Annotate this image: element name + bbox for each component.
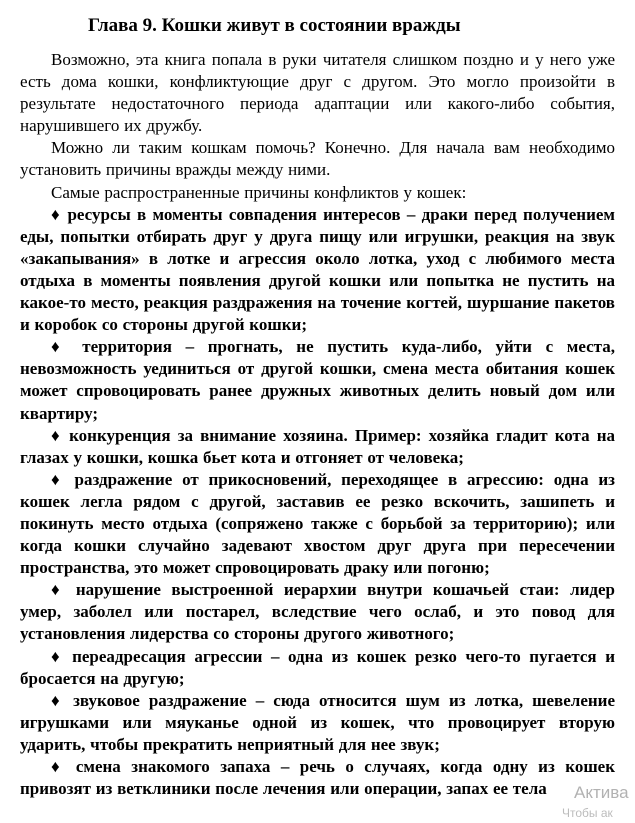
chapter-title: Глава 9. Кошки живут в состоянии вражды (88, 15, 461, 36)
bullet-item (20, 690, 615, 756)
bullet-item (20, 469, 615, 579)
bullet-text: нарушение выстроенной иерархии внутри кошачьей стаи: лидер умер, заболел или постарел, вследствие чего ослаб, и это повод для установления лидерства со стороны другого животного; (20, 580, 616, 644)
bullet-text: конкуренция за внимание хозяина. Пример: хозяйка гладит кота на глазах у кошки, кошка бьет кота и отгоняет от человека; (20, 425, 615, 467)
windows-activation-watermark-line1: Актива (574, 783, 629, 802)
diamond-bullet-icon: ♦ (51, 646, 64, 666)
intro-paragraph: Возможно, эта книга попала в руки читателя слишком поздно и у него уже есть дома кошки, конфликтующие друг с другом. Это могло произойти в результате недостаточного периода адаптации или какого-либо события, нарушившего их дружбу. (20, 50, 615, 136)
diamond-bullet-icon: ♦ (51, 757, 66, 776)
intro-paragraph: Самые распространенные причины конфликтов у кошек: (51, 182, 467, 202)
diamond-bullet-icon: ♦ (51, 690, 64, 710)
diamond-bullet-icon: ♦ (51, 425, 63, 445)
bullet-text: переадресация агрессии – одна из кошек резко чего-то пугается и бросается на другую; (20, 646, 615, 688)
bullet-item (20, 204, 615, 337)
bullet-item (20, 646, 615, 690)
diamond-bullet-icon: ♦ (51, 469, 65, 489)
bullet-item (20, 336, 615, 424)
diamond-bullet-icon: ♦ (51, 580, 66, 600)
bullet-text: ресурсы в моменты совпадения интересов – драки перед получением еды, попытки отбирать друг у друга пищу или игрушки, реакция на звук «закапывания» в лотке и агрессия около лотка, уход с любимого места отдыха в моменты появления другой кошки или попытка не пустить на какое-то место, реакция раздражения на точение когтей, шуршание пакетов и коробок со стороны другой кошки; (20, 204, 615, 335)
diamond-bullet-icon: ♦ (51, 204, 62, 224)
bullet-item (20, 579, 615, 645)
intro-paragraph: Можно ли таким кошкам помочь? Конечно. Для начала вам необходимо установить причины вражды между ними. (20, 138, 615, 180)
windows-activation-watermark-line2: Чтобы ак (562, 806, 613, 820)
bullet-item (20, 425, 615, 469)
diamond-bullet-icon: ♦ (51, 337, 69, 357)
bullet-text: смена знакомого запаха – речь о случаях, когда одну из кошек привозят из ветклиники после лечения или операции, запах ее тела (20, 757, 616, 799)
bullet-item (20, 756, 615, 800)
bullet-text: звуковое раздражение – сюда относится шум из лотка, шевеление игрушками или мяуканье одной из кошек, что провоцирует вторую ударить, чтобы прекратить неприятный для нее звук; (20, 690, 615, 754)
bullet-text: раздражение от прикосновений, переходящее в агрессию: одна из кошек легла рядом с другой, заставив ее резко вскочить, зашипеть и покинуть место отдыха (сопряжено также с борьбой за территорию); или когда кошки случайно задевают хвостом друг друга при пересечении пространства, это может спровоцировать драку или погоню; (20, 469, 615, 578)
bullet-text: территория – прогнать, не пустить куда-либо, уйти с места, невозможность уединиться от другой кошки, смена места обитания кошек может спровоцировать ранее дружных животных делить новый дом или квартиру; (20, 337, 615, 423)
